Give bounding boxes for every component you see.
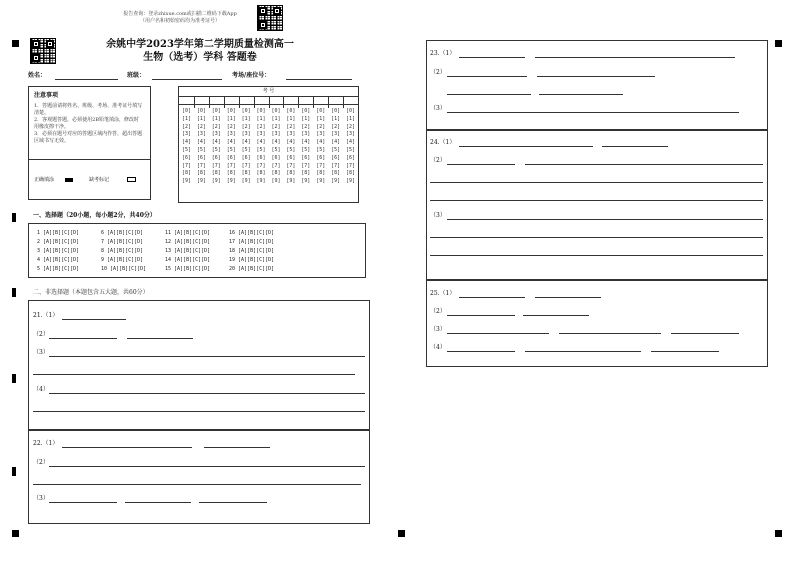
choice-question-row[interactable]: 5 [A][B][C][D] xyxy=(37,266,80,272)
q24-part3-label: （3） xyxy=(430,212,446,219)
choice-answer-box xyxy=(28,223,366,278)
exam-digit-bubble[interactable]: [3] xyxy=(346,131,356,138)
exam-digit-bubble[interactable]: [5] xyxy=(181,146,191,153)
exam-digit-bubble[interactable]: [5] xyxy=(331,146,341,153)
exam-digit-bubble[interactable]: [4] xyxy=(196,139,206,146)
q25-part2-blank[interactable] xyxy=(447,315,515,316)
exam-digit-bubble[interactable]: [2] xyxy=(346,123,356,130)
exam-digit-bubble[interactable]: [2] xyxy=(196,123,206,130)
exam-digit-bubble[interactable]: [3] xyxy=(286,131,296,138)
exam-digit-column xyxy=(269,108,284,186)
exam-digit-bubble[interactable]: [4] xyxy=(346,139,356,146)
q21-part2-label: （2） xyxy=(33,331,49,338)
absent-mark-label: 缺考标记 xyxy=(89,177,110,183)
exam-digit-column xyxy=(313,108,328,186)
exam-digit-bubble[interactable]: [2] xyxy=(181,123,191,130)
q21-part1-blank[interactable] xyxy=(62,319,126,320)
q25-part3-blank[interactable] xyxy=(671,333,739,334)
q21-part3-label: （3） xyxy=(33,349,49,356)
notes-box xyxy=(28,86,151,200)
exam-digit-bubble[interactable]: [6] xyxy=(211,154,221,161)
exam-digit-bubble[interactable]: [9] xyxy=(226,178,236,185)
exam-digit-bubble[interactable]: [8] xyxy=(286,170,296,177)
q22-part2-blank[interactable] xyxy=(49,466,365,467)
exam-digit-bubble[interactable]: [1] xyxy=(316,115,326,122)
q23-part3-label: （3） xyxy=(430,105,446,112)
q24-part3-blank[interactable] xyxy=(430,255,763,256)
exam-digit-bubble[interactable]: [0] xyxy=(256,108,266,114)
q25-part3-blank[interactable] xyxy=(559,333,661,334)
exam-digit-bubble[interactable]: [0] xyxy=(301,108,311,114)
exam-digit-bubble[interactable]: [6] xyxy=(226,154,236,161)
q24-part1-label: （1） xyxy=(439,139,456,146)
q23-part2-label: （2） xyxy=(430,69,446,76)
q24-part2-label: （2） xyxy=(430,157,446,164)
choice-area xyxy=(37,229,357,275)
exam-digit-bubble[interactable]: [4] xyxy=(331,139,341,146)
exam-digit-bubble[interactable]: [5] xyxy=(346,146,356,153)
q23-part1-blank[interactable] xyxy=(459,57,525,58)
exam-digit-bubble[interactable]: [6] xyxy=(271,154,281,161)
q24-part3-blank[interactable] xyxy=(430,237,763,238)
title-line2: 生物（选考）学科 答题卷 xyxy=(143,52,257,63)
exam-digit-column xyxy=(224,108,239,186)
notes-list xyxy=(34,103,144,145)
exam-digit-bubble[interactable]: [4] xyxy=(286,139,296,146)
exam-digit-bubble[interactable]: [9] xyxy=(181,178,191,185)
title-line1: 余姚中学2023学年第二学期质量检测高一 xyxy=(106,39,294,50)
exam-digit-bubble[interactable]: [3] xyxy=(256,131,266,138)
exam-digit-bubble[interactable]: [1] xyxy=(346,115,356,122)
exam-digit-column xyxy=(283,108,298,186)
exam-digit-bubble[interactable]: [9] xyxy=(301,178,311,185)
choice-question-row[interactable]: 15 [A][B][C][D] xyxy=(165,266,211,272)
exam-digit-bubble[interactable]: [0] xyxy=(181,108,191,114)
choice-question-row[interactable]: 3 [A][B][C][D] xyxy=(37,248,80,254)
corner-mark-bl xyxy=(12,530,19,537)
correct-fill-sample xyxy=(65,178,73,182)
exam-digit-bubble[interactable]: [5] xyxy=(196,146,206,153)
exam-digit-bubble[interactable]: [1] xyxy=(181,115,191,122)
choice-question-row[interactable]: 11 [A][B][C][D] xyxy=(165,230,211,236)
exam-digit-bubble[interactable]: [6] xyxy=(256,154,266,161)
name-field[interactable] xyxy=(55,79,118,80)
exam-digit-bubble[interactable]: [4] xyxy=(226,139,236,146)
choice-question-row[interactable]: 9 [A][B][C][D] xyxy=(101,257,144,263)
exam-digit-column xyxy=(239,108,254,186)
q25-part1-blank[interactable] xyxy=(535,297,601,298)
section2-title: 二、非选择题（本题包含五大题，共60分） xyxy=(33,289,149,296)
exam-digit-bubble[interactable]: [0] xyxy=(286,108,296,114)
exam-digit-bubble[interactable]: [6] xyxy=(196,154,206,161)
timing-mark xyxy=(12,374,16,383)
exam-digit-column xyxy=(298,108,313,186)
corner-mark-tr xyxy=(775,40,782,47)
q25-part4-blank[interactable] xyxy=(651,351,719,352)
exam-digit-bubble[interactable]: [0] xyxy=(226,108,236,114)
exam-digit-bubble[interactable]: [1] xyxy=(241,115,251,122)
exam-digit-bubble[interactable]: [8] xyxy=(271,170,281,177)
q21-part3-blank[interactable] xyxy=(49,356,365,357)
exam-digit-bubble[interactable]: [4] xyxy=(301,139,311,146)
exam-digit-bubble[interactable]: [6] xyxy=(241,154,251,161)
exam-digit-bubble[interactable]: [2] xyxy=(241,123,251,130)
exam-digit-bubble[interactable]: [6] xyxy=(181,154,191,161)
q24-part2-blank[interactable] xyxy=(447,164,515,165)
exam-number-grid xyxy=(178,86,359,203)
exam-digit-bubble[interactable]: [4] xyxy=(271,139,281,146)
name-label: 姓名： xyxy=(28,72,47,79)
class-label: 班级： xyxy=(127,72,146,79)
q24-part3-blank[interactable] xyxy=(447,219,763,220)
q25-answer-box xyxy=(426,280,768,367)
exam-digit-bubble[interactable]: [0] xyxy=(211,108,221,114)
exam-digit-bubble[interactable]: [0] xyxy=(316,108,326,114)
exam-digit-bubble[interactable]: [7] xyxy=(331,162,341,169)
q22-part3-blank[interactable] xyxy=(49,502,117,503)
exam-digit-bubble[interactable]: [9] xyxy=(271,178,281,185)
q21-part3-blank[interactable] xyxy=(33,374,355,375)
exam-digit-column xyxy=(179,108,194,186)
q22-part1-label: （1） xyxy=(42,440,59,447)
q23-part3-blank[interactable] xyxy=(447,112,739,113)
q21-part1-label: （1） xyxy=(42,312,59,319)
q22-answer-box xyxy=(28,430,370,524)
exam-digit-bubble[interactable]: [1] xyxy=(331,115,341,122)
q24-part2-blank[interactable] xyxy=(430,200,763,201)
exam-digit-bubble[interactable]: [3] xyxy=(196,131,206,138)
q25-part1-blank[interactable] xyxy=(459,297,525,298)
q23-part2-blank[interactable] xyxy=(539,94,623,95)
exam-digit-bubble[interactable]: [6] xyxy=(286,154,296,161)
exam-digit-bubble[interactable]: [8] xyxy=(301,170,311,177)
choice-question-row[interactable]: 19 [A][B][C][D] xyxy=(229,257,275,263)
exam-digit-bubble[interactable]: [2] xyxy=(286,123,296,130)
page-title xyxy=(90,38,310,64)
q25-part3-blank[interactable] xyxy=(447,333,549,334)
note-item: 1．答题前请将姓名、班级、考场、准考证号填写清楚。 xyxy=(34,103,143,116)
choice-question-row[interactable]: 2 [A][B][C][D] xyxy=(37,239,80,245)
q24-part1-blank[interactable] xyxy=(602,146,668,147)
exam-digit-column xyxy=(343,108,358,186)
choice-question-row[interactable]: 1 [A][B][C][D] xyxy=(37,230,80,236)
corner-mark-tl xyxy=(12,40,19,47)
exam-digit-bubble[interactable]: [2] xyxy=(271,123,281,130)
q21-part2-blank[interactable] xyxy=(127,338,193,339)
exam-digit-bubble[interactable]: [7] xyxy=(271,162,281,169)
q21-part4-blank[interactable] xyxy=(33,411,365,412)
exam-digit-bubble[interactable]: [7] xyxy=(346,162,356,169)
exam-digit-bubble[interactable]: [3] xyxy=(241,131,251,138)
exam-digit-bubble[interactable]: [5] xyxy=(301,146,311,153)
exam-digit-bubble[interactable]: [9] xyxy=(196,178,206,185)
q25-part4-blank[interactable] xyxy=(447,351,515,352)
exam-digit-bubble[interactable]: [3] xyxy=(211,131,221,138)
exam-digit-bubble[interactable]: [8] xyxy=(331,170,341,177)
exam-digit-bubble[interactable]: [4] xyxy=(256,139,266,146)
exam-digit-bubble[interactable]: [1] xyxy=(196,115,206,122)
q22-part1-blank[interactable] xyxy=(204,447,270,448)
q24-label: 24. xyxy=(430,139,440,146)
choice-question-row[interactable]: 16 [A][B][C][D] xyxy=(229,230,275,236)
q21-part4-blank[interactable] xyxy=(49,393,365,394)
exam-digit-bubble[interactable]: [8] xyxy=(211,170,221,177)
exam-digit-bubble[interactable]: [7] xyxy=(256,162,266,169)
choice-question-row[interactable]: 7 [A][B][C][D] xyxy=(101,239,144,245)
section1-title: 一、选择题（20小题，每小题2分，共40分） xyxy=(33,212,156,219)
exam-digit-bubble[interactable]: [1] xyxy=(256,115,266,122)
exam-digit-column xyxy=(194,108,209,186)
report-notice-line2: （用户名和初始密码均为准考证号） xyxy=(139,18,220,24)
q22-part3-blank[interactable] xyxy=(125,502,191,503)
absent-mark-box[interactable] xyxy=(127,177,136,182)
exam-digit-bubble[interactable]: [6] xyxy=(316,154,326,161)
timing-mark xyxy=(12,288,16,297)
exam-digit-bubble[interactable]: [8] xyxy=(241,170,251,177)
q23-part1-label: （1） xyxy=(439,50,456,57)
q22-part2-label: （2） xyxy=(33,459,49,466)
exam-digit-column xyxy=(328,108,343,186)
exam-digit-bubble[interactable]: [9] xyxy=(256,178,266,185)
exam-digit-bubble[interactable]: [1] xyxy=(211,115,221,122)
q23-part2-blank[interactable] xyxy=(447,76,527,77)
exam-digit-bubble[interactable]: [7] xyxy=(196,162,206,169)
q25-part2-label: （2） xyxy=(430,308,446,315)
exam-digit-bubble[interactable]: [5] xyxy=(316,146,326,153)
exam-digit-bubble[interactable]: [0] xyxy=(346,108,356,114)
exam-digit-bubble[interactable]: [8] xyxy=(346,170,356,177)
q25-part2-blank[interactable] xyxy=(523,315,589,316)
exam-digit-bubble[interactable]: [2] xyxy=(331,123,341,130)
timing-mark xyxy=(12,467,16,476)
q25-part4-blank[interactable] xyxy=(525,351,641,352)
exam-digit-bubble[interactable]: [3] xyxy=(316,131,326,138)
exam-digit-bubble[interactable]: [8] xyxy=(316,170,326,177)
choice-question-row[interactable]: 6 [A][B][C][D] xyxy=(101,230,144,236)
choice-question-row[interactable]: 12 [A][B][C][D] xyxy=(165,239,211,245)
notes-divider xyxy=(29,159,150,160)
exam-digit-bubble[interactable]: [2] xyxy=(316,123,326,130)
q22-part3-label: （3） xyxy=(33,495,49,502)
q22-label: 22. xyxy=(33,440,43,447)
corner-mark-br xyxy=(775,530,782,537)
exam-number-columns xyxy=(179,108,358,202)
correct-fill-label: 正确填涂 xyxy=(34,177,55,183)
choice-question-row[interactable]: 4 [A][B][C][D] xyxy=(37,257,80,263)
exam-digit-bubble[interactable]: [5] xyxy=(226,146,236,153)
exam-digit-column xyxy=(254,108,269,186)
exam-digit-bubble[interactable]: [7] xyxy=(301,162,311,169)
exam-digit-bubble[interactable]: [1] xyxy=(286,115,296,122)
q25-part1-label: （1） xyxy=(439,290,456,297)
app-qr-code[interactable] xyxy=(257,5,283,31)
q21-label: 21. xyxy=(33,312,43,319)
exam-digit-bubble[interactable]: [3] xyxy=(226,131,236,138)
choice-question-row[interactable]: 20 [A][B][C][D] xyxy=(229,266,275,272)
exam-digit-bubble[interactable]: [5] xyxy=(211,146,221,153)
exam-digit-bubble[interactable]: [7] xyxy=(316,162,326,169)
exam-digit-bubble[interactable]: [5] xyxy=(286,146,296,153)
exam-digit-bubble[interactable]: [2] xyxy=(226,123,236,130)
exam-digit-bubble[interactable]: [3] xyxy=(181,131,191,138)
exam-digit-bubble[interactable]: [2] xyxy=(211,123,221,130)
exam-digit-bubble[interactable]: [6] xyxy=(301,154,311,161)
choice-question-row[interactable]: 18 [A][B][C][D] xyxy=(229,248,275,254)
q22-part3-blank[interactable] xyxy=(199,502,267,503)
notes-heading: 注意事项 xyxy=(34,92,59,99)
corner-mark-ml xyxy=(398,530,405,537)
exam-digit-bubble[interactable]: [5] xyxy=(256,146,266,153)
note-item: 3．必须在题号对应的答题区域内作答，超出答题区域书写无效。 xyxy=(34,131,143,144)
exam-digit-bubble[interactable]: [9] xyxy=(346,178,356,185)
exam-digit-bubble[interactable]: [7] xyxy=(226,162,236,169)
q23-part1-blank[interactable] xyxy=(535,57,735,58)
exam-digit-bubble[interactable]: [4] xyxy=(316,139,326,146)
exam-digit-bubble[interactable]: [5] xyxy=(271,146,281,153)
q25-label: 25. xyxy=(430,290,440,297)
exam-digit-bubble[interactable]: [4] xyxy=(181,139,191,146)
exam-digit-bubble[interactable]: [0] xyxy=(271,108,281,114)
exam-digit-bubble[interactable]: [4] xyxy=(211,139,221,146)
q24-part2-blank[interactable] xyxy=(430,182,763,183)
q22-part2-blank[interactable] xyxy=(33,484,361,485)
choice-question-row[interactable]: 17 [A][B][C][D] xyxy=(229,239,275,245)
exam-digit-bubble[interactable]: [8] xyxy=(181,170,191,177)
q23-label: 23. xyxy=(430,50,440,57)
choice-question-row[interactable]: 8 [A][B][C][D] xyxy=(101,248,144,254)
exam-digit-bubble[interactable]: [6] xyxy=(331,154,341,161)
exam-digit-bubble[interactable]: [7] xyxy=(286,162,296,169)
choice-question-row[interactable]: 13 [A][B][C][D] xyxy=(165,248,211,254)
q23-part2-blank[interactable] xyxy=(447,94,531,95)
exam-digit-bubble[interactable]: [5] xyxy=(241,146,251,153)
class-field[interactable] xyxy=(152,79,222,80)
q22-part1-blank[interactable] xyxy=(62,447,192,448)
q25-part4-label: （4） xyxy=(430,344,446,351)
exam-digit-bubble[interactable]: [8] xyxy=(196,170,206,177)
choice-question-row[interactable]: 10 [A][B][C][D] xyxy=(101,266,147,272)
exam-digit-bubble[interactable]: [2] xyxy=(301,123,311,130)
exam-digit-bubble[interactable]: [7] xyxy=(241,162,251,169)
exam-digit-bubble[interactable]: [1] xyxy=(271,115,281,122)
exam-digit-bubble[interactable]: [9] xyxy=(286,178,296,185)
exam-digit-bubble[interactable]: [9] xyxy=(211,178,221,185)
exam-digit-column xyxy=(209,108,224,186)
exam-digit-bubble[interactable]: [0] xyxy=(331,108,341,114)
q24-part1-blank[interactable] xyxy=(459,146,593,147)
q21-answer-box xyxy=(28,300,370,430)
q24-part2-blank[interactable] xyxy=(525,164,763,165)
exam-digit-bubble[interactable]: [4] xyxy=(241,139,251,146)
exam-number-header: 考 号 xyxy=(262,88,275,94)
q23-part2-blank[interactable] xyxy=(537,76,655,77)
timing-mark xyxy=(12,213,16,222)
exam-digit-bubble[interactable]: [2] xyxy=(256,123,266,130)
exam-digit-bubble[interactable]: [8] xyxy=(226,170,236,177)
q23-answer-box xyxy=(426,40,768,130)
exam-digit-bubble[interactable]: [3] xyxy=(271,131,281,138)
report-notice xyxy=(110,11,250,25)
exam-digit-bubble[interactable]: [8] xyxy=(256,170,266,177)
exam-digit-bubble[interactable]: [7] xyxy=(211,162,221,169)
exam-digit-bubble[interactable]: [3] xyxy=(301,131,311,138)
q25-part3-label: （3） xyxy=(430,326,446,333)
student-qr-code xyxy=(30,38,56,64)
q21-part2-blank[interactable] xyxy=(49,338,117,339)
choice-question-row[interactable]: 14 [A][B][C][D] xyxy=(165,257,211,263)
exam-digit-bubble[interactable]: [6] xyxy=(346,154,356,161)
q21-part4-label: （4） xyxy=(33,386,49,393)
exam-digit-bubble[interactable]: [0] xyxy=(241,108,251,114)
exam-digit-bubble[interactable]: [3] xyxy=(331,131,341,138)
exam-digit-bubble[interactable]: [1] xyxy=(226,115,236,122)
exam-digit-bubble[interactable]: [9] xyxy=(316,178,326,185)
seat-field[interactable] xyxy=(286,79,352,80)
exam-digit-bubble[interactable]: [9] xyxy=(331,178,341,185)
q24-answer-box xyxy=(426,130,768,280)
exam-digit-bubble[interactable]: [7] xyxy=(181,162,191,169)
note-item: 2．客观题答题，必须使用2B铅笔填涂，修改时用橡皮擦干净。 xyxy=(34,117,140,130)
seat-label: 考场/座位号： xyxy=(232,72,271,79)
report-notice-line1: 报告查询：登录zhixue.com或扫描二维码下载App xyxy=(123,11,237,17)
exam-digit-bubble[interactable]: [9] xyxy=(241,178,251,185)
exam-digit-bubble[interactable]: [0] xyxy=(196,108,206,114)
exam-digit-bubble[interactable]: [1] xyxy=(301,115,311,122)
